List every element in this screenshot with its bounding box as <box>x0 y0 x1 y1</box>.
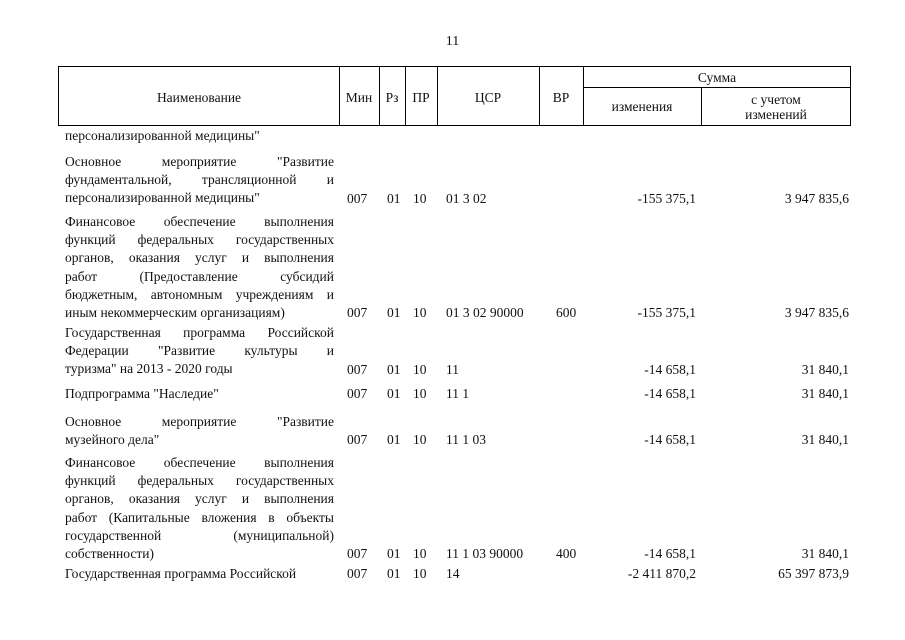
row-name <box>65 127 334 145</box>
row-name-line: Государственная программа Российской <box>65 325 334 340</box>
cell-rz: 01 <box>387 190 401 206</box>
row-name <box>65 324 334 379</box>
cell-pr: 10 <box>413 566 427 582</box>
table-row <box>0 324 905 379</box>
cell-csr: 01 3 02 <box>446 190 487 206</box>
row-name-line: музейного дела" <box>65 432 160 448</box>
row-name-line: бюджетным, автономным учреждениям и <box>65 286 334 302</box>
row-name <box>65 153 334 208</box>
header-changes: изменения <box>611 99 673 114</box>
cell-total: 3 947 835,6 <box>784 190 849 206</box>
header-with-changes <box>701 87 851 126</box>
cell-total: 31 840,1 <box>801 546 849 562</box>
header-name: Наименование <box>156 89 242 105</box>
row-name-line: персонализированной медицины" <box>65 190 260 206</box>
row-name-line: работ (Предоставление субсидий <box>65 268 334 284</box>
cell-total: 31 840,1 <box>801 386 849 402</box>
cell-min: 007 <box>347 305 368 321</box>
row-name-line: Государственная программа Российской <box>65 566 297 581</box>
cell-total: 31 840,1 <box>801 432 849 448</box>
cell-rz: 01 <box>387 432 401 448</box>
cell-min: 007 <box>347 361 368 377</box>
header-pr: ПР <box>412 89 430 105</box>
cell-min: 007 <box>347 566 368 582</box>
cell-rz: 01 <box>387 305 401 321</box>
cell-rz: 01 <box>387 361 401 377</box>
row-name-line: органов, оказания услуг и выполнения <box>65 491 334 507</box>
row-name-line: Основное мероприятие "Развитие <box>65 154 334 169</box>
cell-min: 007 <box>347 546 368 562</box>
cell-pr: 10 <box>413 361 427 377</box>
table-row <box>0 413 905 449</box>
cell-total: 31 840,1 <box>801 361 849 377</box>
cell-rz: 01 <box>387 546 401 562</box>
cell-changes: -14 658,1 <box>644 361 696 377</box>
cell-rz: 01 <box>387 566 401 582</box>
table-row <box>0 153 905 208</box>
cell-changes: -14 658,1 <box>644 432 696 448</box>
header-csr: ЦСР <box>474 89 502 105</box>
row-name <box>65 213 334 322</box>
cell-rz: 01 <box>387 386 401 402</box>
cell-pr: 10 <box>413 190 427 206</box>
header-rz: Рз <box>385 89 399 105</box>
table-header <box>58 66 851 126</box>
cell-csr: 11 1 <box>446 386 470 402</box>
cell-csr: 14 <box>446 566 460 582</box>
row-name-line: Финансовое обеспечение выполнения <box>65 214 334 229</box>
cell-pr: 10 <box>413 546 427 562</box>
table-row <box>0 127 905 145</box>
row-name-line: персонализированной медицины" <box>65 128 260 143</box>
cell-pr: 10 <box>413 386 427 402</box>
header-with-changes-line: изменений <box>745 106 807 122</box>
cell-vr: 600 <box>556 305 577 321</box>
cell-csr: 11 1 03 90000 <box>446 546 524 562</box>
table-row <box>0 213 905 322</box>
cell-csr: 11 1 03 <box>446 432 486 448</box>
row-name-line: органов, оказания услуг и выполнения <box>65 250 334 266</box>
cell-min: 007 <box>347 386 368 402</box>
row-name <box>65 385 334 403</box>
row-name-line: Основное мероприятие "Развитие <box>65 414 334 429</box>
row-name <box>65 413 334 449</box>
header-sum: Сумма <box>697 69 737 85</box>
row-name-line: собственности) <box>65 546 154 562</box>
cell-vr: 400 <box>556 546 577 562</box>
row-name-line: функций федеральных государственных <box>65 232 334 248</box>
row-name-line: Финансовое обеспечение выполнения <box>65 455 334 470</box>
cell-changes: -14 658,1 <box>644 546 696 562</box>
row-name-line: государственной (муниципальной) <box>65 527 334 543</box>
header-vr: ВР <box>552 89 570 105</box>
cell-changes: -155 375,1 <box>637 190 696 206</box>
row-name <box>65 565 334 583</box>
cell-total: 65 397 873,9 <box>778 566 849 582</box>
header-min: Мин <box>345 89 373 105</box>
row-name-line: иным некоммерческим организациям) <box>65 305 285 321</box>
table-row <box>0 454 905 563</box>
row-name-line: функций федеральных государственных <box>65 473 334 489</box>
cell-changes: -2 411 870,2 <box>627 566 696 582</box>
row-name-line: Подпрограмма "Наследие" <box>65 386 219 401</box>
cell-csr: 11 <box>446 361 459 377</box>
table-row <box>0 385 905 403</box>
row-name-line: туризма" на 2013 - 2020 годы <box>65 361 233 377</box>
table-row <box>0 565 905 583</box>
row-name-line: работ (Капитальные вложения в объекты <box>65 509 334 525</box>
cell-changes: -155 375,1 <box>637 305 696 321</box>
cell-pr: 10 <box>413 305 427 321</box>
row-name <box>65 454 334 563</box>
page-number: 11 <box>445 34 460 49</box>
cell-total: 3 947 835,6 <box>784 305 849 321</box>
cell-pr: 10 <box>413 432 427 448</box>
cell-min: 007 <box>347 190 368 206</box>
header-with-changes-line: с учетом <box>751 91 801 107</box>
cell-min: 007 <box>347 432 368 448</box>
row-name-line: Федерации "Развитие культуры и <box>65 343 334 359</box>
row-name-line: фундаментальной, трансляционной и <box>65 172 334 188</box>
cell-changes: -14 658,1 <box>644 386 696 402</box>
cell-csr: 01 3 02 90000 <box>446 305 524 321</box>
